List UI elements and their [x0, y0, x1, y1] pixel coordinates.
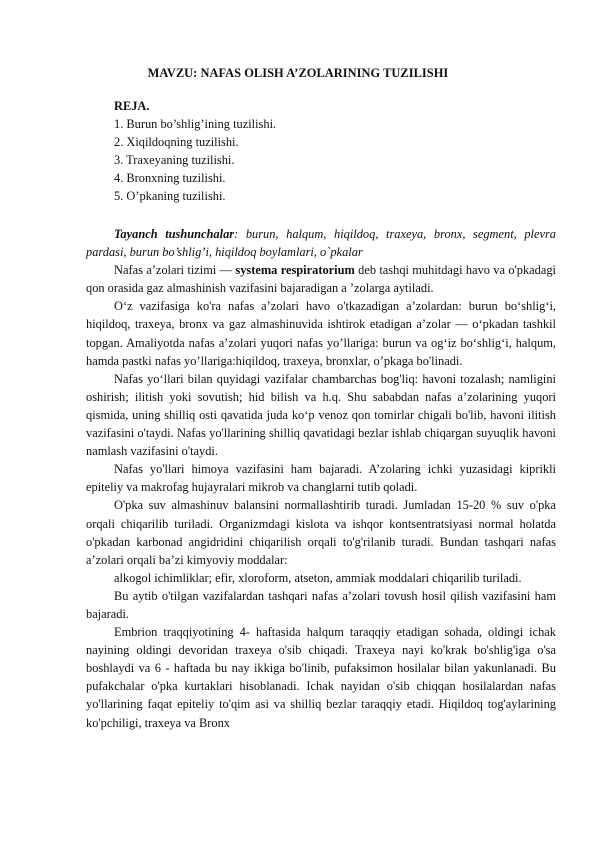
term-bold: systema respiratorium: [235, 263, 355, 278]
reja-item: 4. Bronxning tuzilishi.: [114, 171, 226, 186]
paragraph-text: deb tashqi muhitdagi havo va o'pkadagi qon orasida gaz almashinish vazifasini bajaradigan a ’zolarga aytiladi.: [86, 263, 556, 296]
paragraph-text: Nafas a’zolari tizimi —: [114, 263, 236, 278]
page-title: MAVZU: NAFAS OLISH A’ZOLARINING TUZILISHI: [147, 66, 449, 80]
paragraph: O‘z vazifasiga ko'ra nafas a’zolari havo o'tkazadigan a’zolardan: burun bo‘shlig‘i, hiqildoq, traxeya, bronx va gaz almashinuvida ishtirok etadigan a’zolar — o‘pkadan tashkil topgan. Amaliyotda nafas a’zolari yuqori nafas yo’llariga: burun va og‘iz bo‘shlig‘i, halqum, hamda pastki nafas yo’llariga:hiqildoq, traxeya, bronxlar, o’pkaga bo'linadi.: [86, 299, 556, 368]
paragraph: alkogol ichimliklar; efir, xloroform, atseton, ammiak moddalari chiqarilib turiladi.: [114, 570, 522, 585]
paragraph: Nafas yo'llari himoya vazifasini ham bajaradi. A’zolaring ichki yuzasidagi kiprikli epiteliy va makrofag hujayralari mikrob va changlarni tutib qoladi.: [86, 462, 556, 495]
paragraph: Bu aytib o'tilgan vazifalardan tashqari nafas a’zolari tovush hosil qilish vazifasini ham bajaradi.: [86, 588, 556, 621]
paragraph: Nafas yo‘llari bilan quyidagi vazifalar chambarchas bog'liq: havoni tozalash; namligini oshirish; ilitish yoki sovutish; hid bilish va h.q. Shu sababdan nafas a’zolarining yuqori qismida, uning shilliq osti qavatida juda ko‘p venoz qon tomirlar chigali bo'lib, havoni ilitish vazifasini o'taydi. Nafas yo'llarining shilliq qavatidagi bezlar ishlab chiqargan suyuqlik havoni namlash vazifasini o'taydi.: [86, 371, 556, 459]
key-concepts-text: : burun, halqum, hiqildoq, traxeya, bronx, segment, plevra pardasi, burun bo’shlig’i, hiqildoq boylamlari, o`pkalar: [86, 227, 556, 260]
reja-item: 1. Burun bo’shlig’ining tuzilishi.: [114, 117, 277, 132]
key-concepts-label: Tayanch tushunchalar: [114, 227, 235, 241]
reja-section: [114, 97, 276, 206]
paragraph: O'pka suv almashinuv balansini normallashtirib turadi. Jumladan 15-20 % suv o'pka orqali chiqarilib turiladi. Organizmdagi kislota va ishqor kontsentratsiyasi normal holatda o'pkadan karbonad angidridini chiqarilish orqali to'g'rilanib turadi. Bundan tashqari nafas a’zolari orqali ba’zi kimyoviy moddalar:: [86, 498, 556, 567]
paragraph: Embrion traqqiyotining 4- haftasida halqum taraqqiy etadigan sohada, oldingi ichak nayining oldingi devoridan traxeya o'sib chiqadi. Traxeya nayi ko'krak bo'shlig'iga o'sa boshlaydi va 6 - haftada bu nay ikkiga bo'linib, pufaksimon hosilalar bilan yakunlanadi. Bu pufakchalar o'pka kurtaklari hisoblanadi. Ichak nayidan o'sib chiqqan hosilalardan nafas yo'llarining faqat epiteliy to'qim asi va shilliq bezlar taraqqiy etadi. Hiqildoq tog'aylarining ko'pchiligi, traxeya va Bronx: [86, 625, 556, 730]
key-concepts-paragraph: [86, 225, 556, 261]
body-text: [86, 225, 556, 732]
paragraph: [86, 261, 556, 297]
reja-item: 3. Traxeyaning tuzilishi.: [114, 153, 235, 168]
reja-item: 5. O’pkaning tuzilishi.: [114, 189, 226, 204]
reja-heading: REJA.: [114, 99, 150, 113]
reja-item: 2. Xiqildoqning tuzilishi.: [114, 135, 239, 150]
